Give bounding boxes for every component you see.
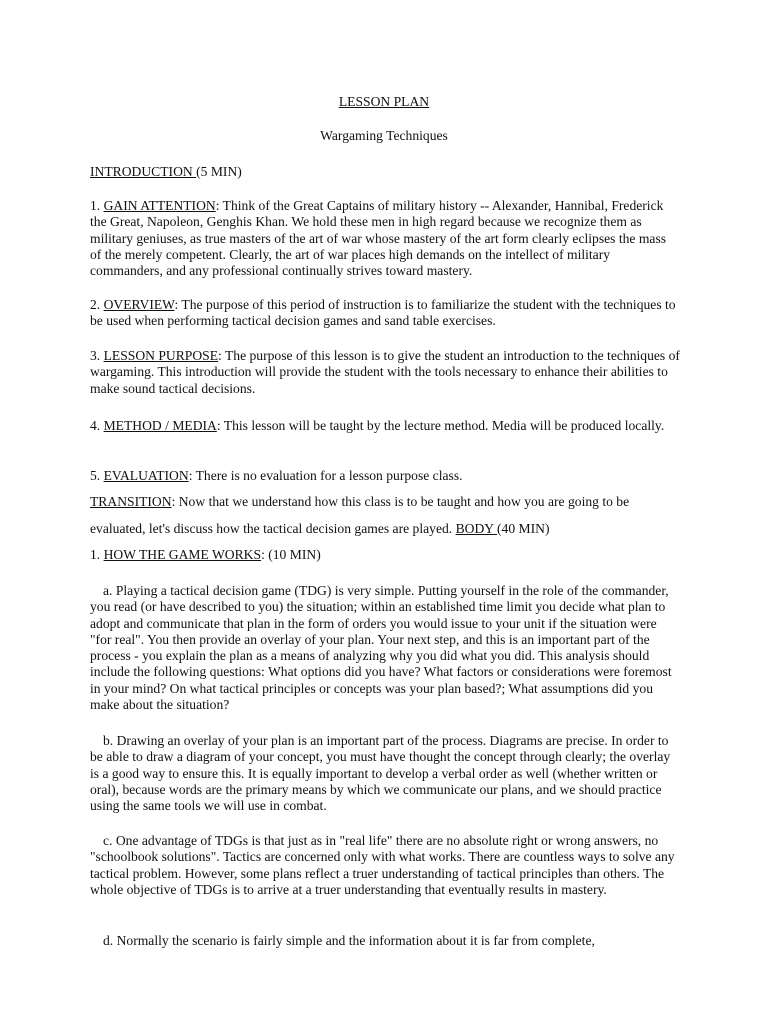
doc-title xyxy=(0,94,768,110)
section-time: : (10 MIN) xyxy=(261,547,321,562)
item-text: : The purpose of this lesson is to give the student an introduction to the techniques of wargaming. This introduction will provide the student with the tools necessary to enhance their abilities to make sound tactical decisions. xyxy=(90,348,680,396)
transition-text-2: evaluated, let's discuss how the tactical decision games are played. xyxy=(90,521,456,536)
paragraph-a: a. Playing a tactical decision game (TDG) is very simple. Putting yourself in the role of the commander, you read (or have described to you) the situation; within an established time limit you decide what plan to adopt and communicate that plan in the form of orders you would issue to your unit if the situation were "for real". You then provide an overlay of your plan. Your next step, and this is an important part of the process - you explain the plan as a means of analyzing why you did what you did. This analysis should include the following questions: What options did you have? What factors or considerations were foremost in your mind? On what tactical principles or concepts was your plan based?; What assumptions did you make about the situation? xyxy=(90,583,672,713)
transition-text: : Now that we understand how this class is to be taught and how you are going to be xyxy=(171,494,630,509)
paragraph-d: d. Normally the scenario is fairly simple and the information about it is far from complete, xyxy=(103,933,595,948)
transition-line-2 xyxy=(90,521,680,537)
body-heading-label: BODY xyxy=(455,521,497,536)
paragraph-b: b. Drawing an overlay of your plan is an important part of the process. Diagrams are precise. In order to be able to draw a diagram of your concept, you must have thought the concept through clearly; the overlay is a good way to ensure this. It is equally important to develop a verbal order as well (whether written or oral), because words are the primary means by which we communicate our plans, and we should practice using the same tools we will use in combat. xyxy=(90,733,671,814)
body-time: (40 MIN) xyxy=(497,521,550,536)
item-number: 4. xyxy=(90,418,104,433)
transition-label: TRANSITION xyxy=(90,494,172,509)
paragraph-c: c. One advantage of TDGs is that just as in "real life" there are no absolute right or wrong answers, no "schoolbook solutions". Tactics are concerned only with what works. There are countless ways to solve any tactical problem. However, some plans reflect a truer understanding of tactical principles than others. The whole objective of TDGs is to arrive at a truer understanding that eventually results in mastery. xyxy=(90,833,675,897)
item-text: : There is no evaluation for a lesson purpose class. xyxy=(188,468,463,483)
item-evaluation xyxy=(90,468,680,484)
item-method-media xyxy=(90,418,680,434)
intro-heading xyxy=(90,164,680,180)
doc-subtitle: Wargaming Techniques xyxy=(320,128,448,143)
item-text: : Think of the Great Captains of military history -- Alexander, Hannibal, Frederick the Great, Napoleon, Genghis Khan. We hold these men in high regard because we recognize them as military geniuses, as true masters of the art of war whose mastery of the art form clearly eclipses the mass of the merely competent. Clearly, the art of war places high demands on the intellect of military commanders, and any professional continually strives toward mastery. xyxy=(90,198,667,279)
intro-heading-label: INTRODUCTION xyxy=(90,164,197,179)
item-text: : This lesson will be taught by the lecture method. Media will be produced locally. xyxy=(216,418,665,433)
item-label: METHOD / MEDIA xyxy=(103,418,217,433)
section-heading xyxy=(90,547,680,563)
item-label: LESSON PURPOSE xyxy=(103,348,219,363)
section-number: 1. xyxy=(90,547,104,562)
doc-title-text: LESSON PLAN xyxy=(338,94,430,109)
item-label: GAIN ATTENTION xyxy=(103,198,216,213)
item-gain-attention xyxy=(90,198,680,279)
item-overview xyxy=(90,297,680,330)
item-text: : The purpose of this period of instruction is to familiarize the student with the techniques to be used when performing tactical decision games and sand table exercises. xyxy=(90,297,676,329)
intro-time: (5 MIN) xyxy=(196,164,242,179)
transition-line-1 xyxy=(90,494,680,510)
item-number: 2. xyxy=(90,297,104,312)
item-label: EVALUATION xyxy=(103,468,189,483)
section-label: HOW THE GAME WORKS xyxy=(103,547,262,562)
item-label: OVERVIEW xyxy=(103,297,175,312)
item-lesson-purpose xyxy=(90,348,680,397)
item-number: 1. xyxy=(90,198,104,213)
item-number: 5. xyxy=(90,468,104,483)
item-number: 3. xyxy=(90,348,104,363)
